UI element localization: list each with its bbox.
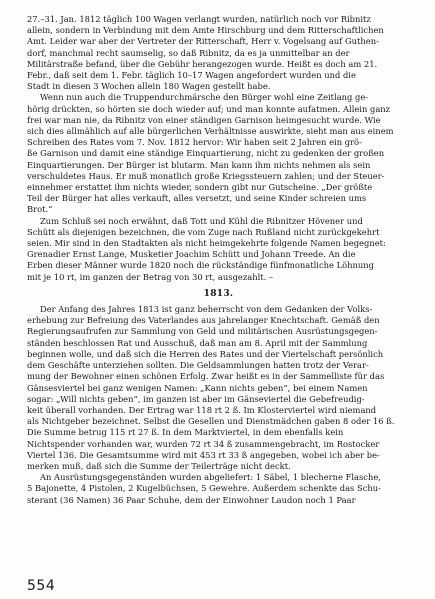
paragraph-4 [27, 304, 410, 472]
text-line: ße Garnison und damit eine ständige Einquartierung, nicht zu gedenken der großen [27, 148, 385, 159]
text-line: Schütt als diejenigen bezeichnen, die vom Zuge nach Rußland nicht zurückgekehrt [27, 226, 380, 237]
text-line: Schreiben des Rates vom 7. Nov. 1812 hervor: Wir haben seit 2 Jahren ein grö- [27, 137, 362, 148]
paragraph-1 [27, 14, 410, 92]
text-line: mit je 10 rt, im ganzen der Betrag von 30 rt, ausgezahlt. – [27, 271, 274, 282]
text-line: ständen beschlossen Rat und Ausschuß, daß man am 8. April mit der Sammlung [27, 337, 368, 348]
text-line: Regierungsaufrufen zur Sammlung von Geld und militärischen Ausrüstungsgegen- [27, 326, 378, 337]
text-line: sich dies allmählich auf alle bürgerlichen Verhältnisse auswirkte, sieht man aus einem [27, 126, 394, 137]
text-line: merken muß, daß sich die Summe der Teilerträge nicht deckt. [27, 460, 291, 471]
text-line: als Nichtgeber bezeichnet. Selbst die Gesellen und Dienstmädchen gaben 8 oder 16 ß. [27, 416, 395, 427]
text-line: Nichtspender vorhanden war, wurden 72 rt 34 ß zusammengebracht, im Rostocker [27, 438, 380, 449]
paragraph-2 [27, 92, 410, 215]
text-line: 5 Bajonette, 4 Pistolen, 2 Kugelbüchsen, 5 Gewehre. Außerdem schenkte das Schu- [27, 483, 381, 494]
text-line: Amt. Leider war aber der Vertreter der Ritterschaft, Herr v. Vogelsang auf Guthen- [27, 36, 379, 47]
text-line: sterant (36 Namen) 36 Paar Schuhe, dem der Einwohner Laudon noch 1 Paar [27, 494, 356, 505]
text-line: Die Summe betrug 115 rt 27 ß. In dem Marktviertel, in dem ebenfalls kein [27, 427, 344, 438]
text-line: Stadt in diesen 3 Wochen allein 180 Wagen gestellt habe. [27, 81, 271, 92]
section-heading: 1813. [203, 288, 234, 299]
text-line: Teil der Bürger hat alles verkauft, alles versetzt, und seine Kinder schreien ums [27, 193, 367, 204]
text-line: Einquartierungen. Der Bürger ist blutarm. Man kann ihm nichts nehmen als sein [27, 159, 371, 170]
text-line: Viertel 136. Die Gesamtsumme wird mit 453 rt 33 ß angegeben, wobei ich aber be- [27, 449, 380, 460]
paragraph-5 [27, 472, 410, 506]
text-line: beginnen wolle, und daß sich die Herren des Rates und der Viertelschaft persönlich [27, 348, 384, 359]
text-line: erhebung zur Befreiung des Vaterlandes aus jahrelanger Knechtschaft. Gemäß den [27, 315, 380, 326]
text-line: dorf, manchmal recht saumselig, so daß Ribnitz, da es ja unmittelbar an der [27, 47, 350, 58]
text-line: sogar: „Will nichts geben“, im ganzen ist aber im Gänseviertel die Gebefreudig- [27, 393, 365, 404]
text-line: An Ausrüstungsgegenständen wurden abgeliefert: 1 Säbel, 1 blecherne Flasche, [40, 472, 381, 483]
text-line: Febr., daß seit dem 1. Febr. täglich 10–17 Wagen angefordert wurden und die [27, 70, 356, 81]
text-line: 27.–31. Jan. 1812 täglich 100 Wagen verlangt wurden, natürlich noch vor Ribnitz [27, 14, 371, 24]
text-line: Erben dieser Männer wurde 1820 noch die rückständige fünfmonatliche Löhnung [27, 260, 375, 271]
text-line: Der Anfang des Jahres 1813 ist ganz beherrscht von dem Gedanken der Volks- [40, 304, 373, 315]
text-line: Grenadier Ernst Lange, Musketier Joachim Schütt und Johann Treede. An die [27, 249, 356, 260]
text-line: Militärstraße befand, über die Gebühr herangezogen wurde. Heißt es doch am 21. [27, 58, 378, 69]
page-number: 554 [27, 578, 56, 594]
text-line: keit überall vorhanden. Der Ertrag war 118 rt 2 ß. Im Klosterviertel wird niemand [27, 404, 377, 415]
text-line: Brot.“ [27, 204, 53, 215]
text-line: hörig drückten, so hörten sie doch wieder auf; und man konnte aufatmen. Allein ganz [27, 103, 391, 114]
text-line: verschuldetes Haus. Er muß monatlich große Kriegssteuern zahlen; und der Steuer- [27, 170, 385, 181]
paragraph-3 [27, 216, 410, 283]
text-line: Gänsesviertel bei ganz wenigen Namen: „Kann nichts geben“, bei einem Namen [27, 382, 368, 393]
text-line: allein, sondern in Verbindung mit dem Amte Hirschburg und dem Ritterschaftlichen [27, 25, 384, 36]
text-line: Zum Schluß sei noch erwähnt, daß Tott und Kühl die Ribnitzer Hövener und [40, 215, 363, 226]
text-line: seien. Mir sind in den Stadtakten als nicht heimgekehrte folgende Namen begegnet: [27, 238, 386, 249]
text-line: frei war man nie, da Ribnitz von einer ständigen Garnison heimgesucht wurde. Wie [27, 114, 381, 125]
text-line: dem Geschäfte unterziehen sollten. Die Geldsammlungen hatten trotz der Verar- [27, 360, 369, 371]
page-body [27, 14, 410, 506]
text-line: Wenn nun auch die Truppendurchmärsche den Bürger wohl eine Zeitlang ge- [40, 92, 369, 103]
text-line: mung der Bewohner einen schönen Erfolg. Zwar heißt es in der Sammelliste für das [27, 371, 385, 382]
text-line: einnehmer erstattet ihm nichts wieder, sondern gibt nur Gutscheine. „Der größte [27, 182, 373, 193]
